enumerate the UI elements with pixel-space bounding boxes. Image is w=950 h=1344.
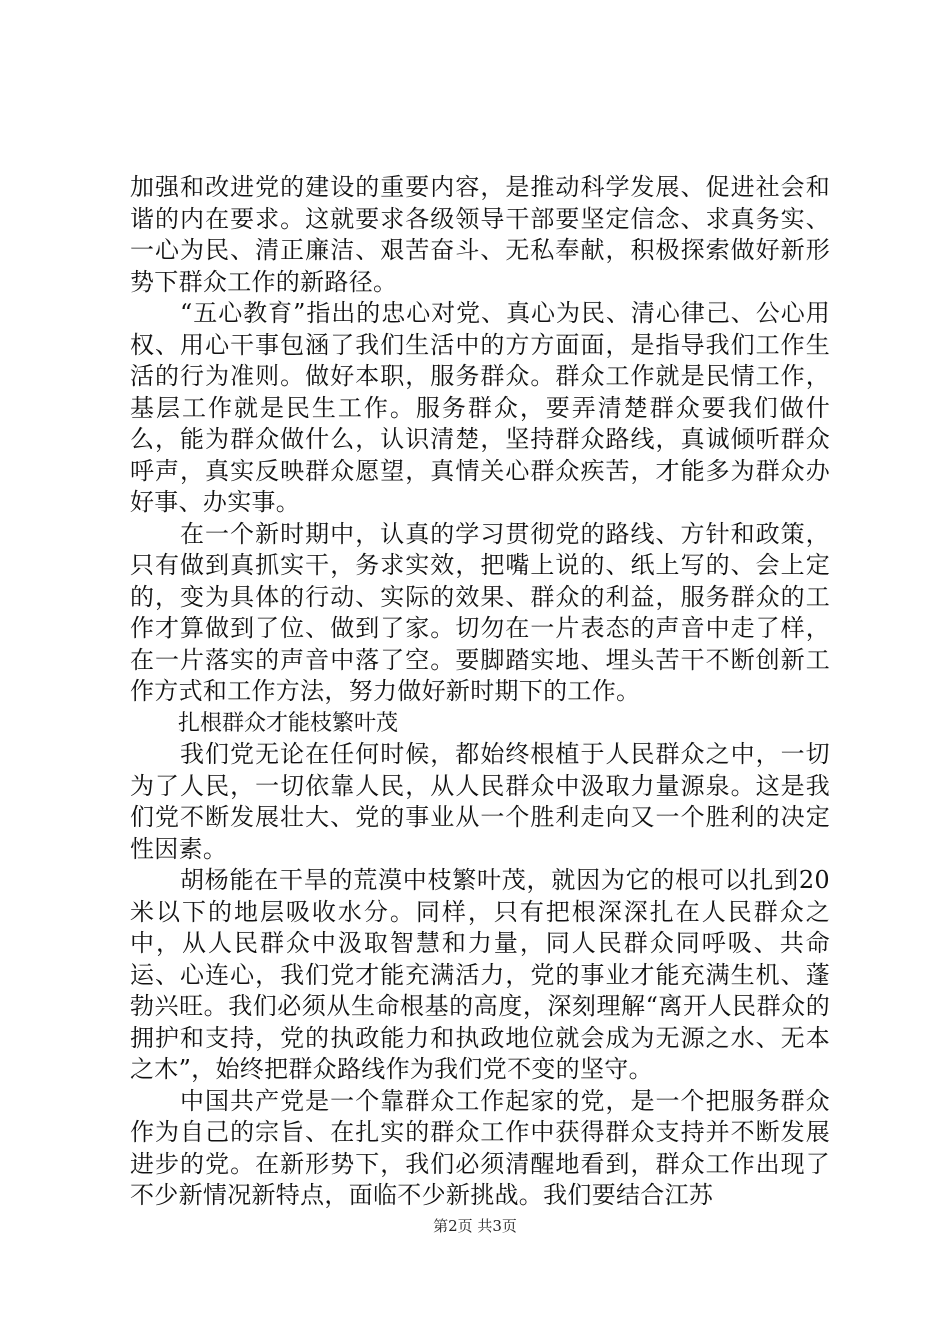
page-footer: 第2页 共3页: [433, 1217, 517, 1235]
paragraph-five-hearts: “五心教育”指出的忠心对党、真心为民、清心律己、公心用权、用心干事包涵了我们生活中的方方面面，是指导我们工作生活的行为准则。做好本职，服务群众。群众工作就是民情工作，基层工作就是民生工作。服务群众，要弄清楚群众要我们做什么，能为群众做什么，认识清楚，坚持群众路线，真诚倾听群众呼声，真实反映群众愿望，真情关心群众疾苦，才能多为群众办好事、办实事。: [130, 299, 830, 516]
paragraph-poplar: 胡杨能在干旱的荒漠中枝繁叶茂，就因为它的根可以扎到20米以下的地层吸收水分。同样，只有把根深深扎在人民群众之中，从人民群众中汲取智慧和力量，同人民群众同呼吸、共命运、心连心，我们党才能充满活力，党的事业才能充满生机、蓬勃兴旺。我们必须从生命根基的高度，深刻理解“离开人民群众的拥护和支持，党的执政能力和执政地位就会成为无源之水、无本之木”，始终把群众路线作为我们党不变的坚守。: [130, 866, 830, 1083]
paragraph-party-roots: 我们党无论在任何时候，都始终根植于人民群众之中，一切为了人民，一切依靠人民，从人民群众中汲取力量源泉。这是我们党不断发展壮大、党的事业从一个胜利走向又一个胜利的决定性因素。: [130, 740, 830, 863]
paragraph-continued: 加强和改进党的建设的重要内容，是推动科学发展、促进社会和谐的内在要求。这就要求各级领导干部要坚定信念、求真务实、一心为民、清正廉洁、艰苦奋斗、无私奉献，积极探索做好新形势下群众工作的新路径。: [130, 173, 830, 296]
paragraph-new-era: 在一个新时期中，认真的学习贯彻党的路线、方针和政策，只有做到真抓实干，务求实效，把嘴上说的、纸上写的、会上定的，变为具体的行动、实际的效果、群众的利益，服务群众的工作才算做到了位、做到了家。切勿在一片表态的声音中走了样，在一片落实的声音中落了空。要脚踏实地、埋头苦干不断创新工作方式和工作方法，努力做好新时期下的工作。: [130, 519, 830, 705]
paragraph-cpc: 中国共产党是一个靠群众工作起家的党，是一个把服务群众作为自己的宗旨、在扎实的群众工作中获得群众支持并不断发展进步的党。在新形势下，我们必须清醒地看到，群众工作出现了不少新情况新特点，面临不少新挑战。我们要结合江苏: [130, 1086, 830, 1209]
document-body: [130, 172, 830, 1212]
section-heading: 扎根群众才能枝繁叶茂: [178, 710, 399, 736]
